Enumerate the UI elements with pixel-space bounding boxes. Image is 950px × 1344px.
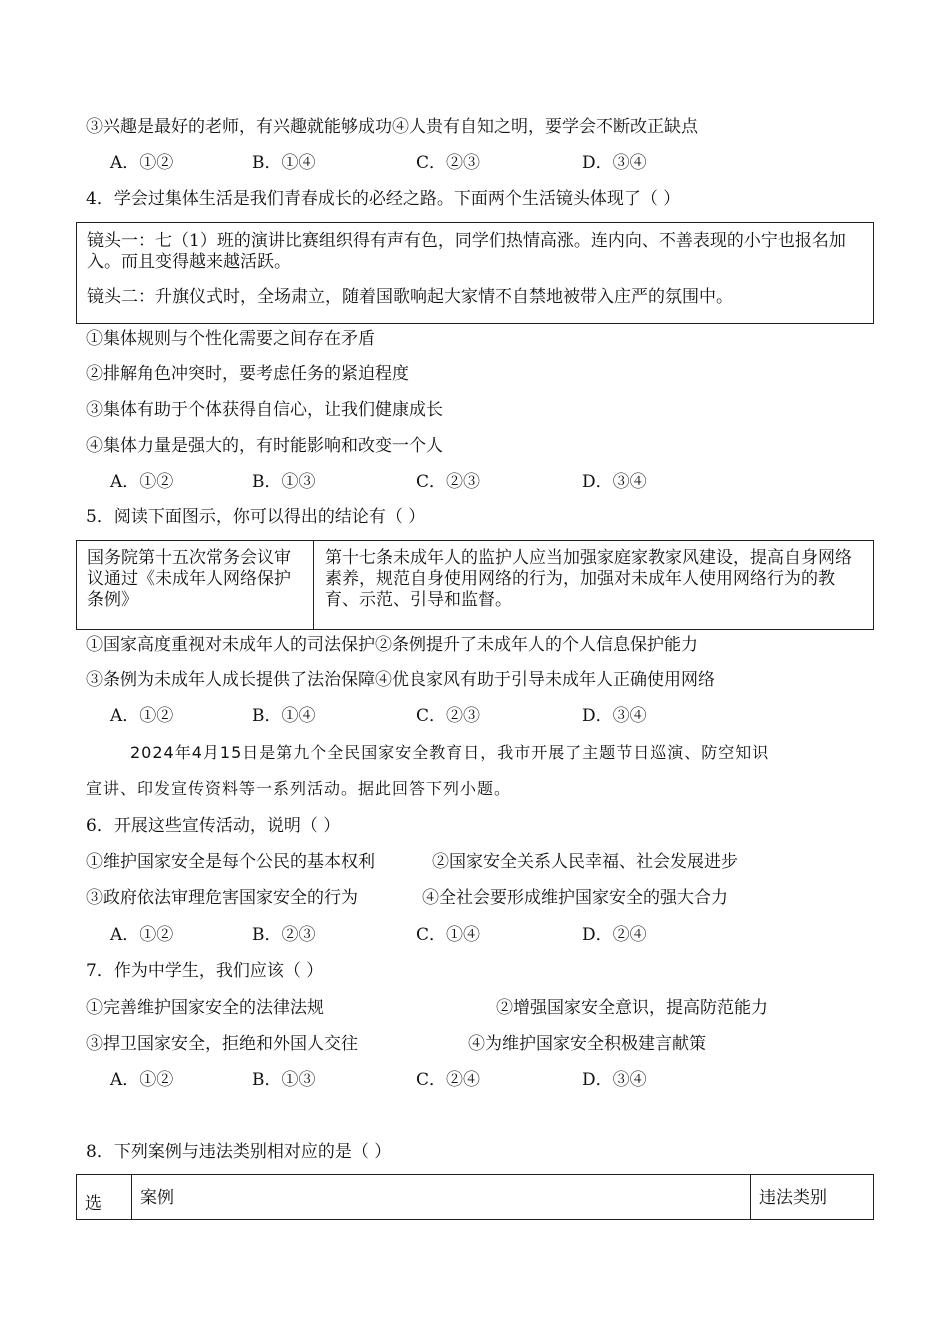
q4-scene-1: 镜头一：七（1）班的演讲比赛组织得有声有色，同学们热情高涨。连内向、不善表现的小宁也报名加入。而且变得越来越活跃。 bbox=[87, 231, 846, 272]
q8-table bbox=[76, 1174, 874, 1220]
table-header-row bbox=[77, 1175, 874, 1220]
option-c: C．②④ bbox=[416, 1070, 481, 1090]
material-line-2: 宣讲、印发宣传资料等一系列活动。据此回答下列小题。 bbox=[86, 779, 512, 798]
q7-statement-3: ③捍卫国家安全，拒绝和外国人交往 bbox=[86, 1034, 358, 1054]
material-line-1: 2024年4月15日是第九个全民国家安全教育日，我市开展了主题节日巡演、防空知识 bbox=[130, 743, 770, 762]
q5-stem: 5．阅读下面图示，你可以得出的结论有（ ） bbox=[86, 507, 426, 527]
option-a: A．①② bbox=[110, 472, 174, 492]
header-case: 案例 bbox=[132, 1175, 751, 1220]
option-d: D．②④ bbox=[582, 925, 647, 945]
q4-statement-4: ④集体力量是强大的，有时能影响和改变一个人 bbox=[86, 436, 443, 456]
q6-statement-4: ④全社会要形成维护国家安全的强大合力 bbox=[422, 888, 728, 908]
header-option: 选 bbox=[77, 1175, 132, 1220]
q4-scene-2: 镜头二：升旗仪式时，全场肃立，随着国歌响起大家情不自禁地被带入庄严的氛围中。 bbox=[87, 287, 733, 307]
option-b: B．①④ bbox=[252, 706, 316, 726]
option-a: A．①② bbox=[110, 153, 174, 173]
option-a: A．①② bbox=[110, 925, 174, 945]
option-d: D．③④ bbox=[582, 472, 647, 492]
option-c: C．②③ bbox=[416, 706, 481, 726]
q4-scene-box bbox=[76, 222, 874, 324]
q7-statement-2: ②增强国家安全意识，提高防范能力 bbox=[496, 998, 768, 1018]
option-c: C．①④ bbox=[416, 925, 481, 945]
q6-statement-1: ①维护国家安全是每个公民的基本权利 bbox=[86, 852, 375, 872]
option-b: B．①④ bbox=[252, 153, 316, 173]
q5-right-text: 第十七条未成年人的监护人应当加强家庭家教家风建设，提高自身网络素养，规范自身使用网络的行为，加强对未成年人使用网络行为的教育、示范、引导和监督。 bbox=[325, 548, 852, 610]
q5-statements-1-2: ①国家高度重视对未成年人的司法保护②条例提升了未成年人的个人信息保护能力 bbox=[86, 635, 698, 655]
q5-diagram-box bbox=[76, 540, 874, 630]
q5-divider bbox=[313, 541, 314, 629]
q5-statements-3-4: ③条例为未成年人成长提供了法治保障④优良家风有助于引导未成年人正确使用网络 bbox=[86, 670, 715, 690]
option-b: B．①③ bbox=[252, 1070, 316, 1090]
q6-statement-3: ③政府依法审理危害国家安全的行为 bbox=[86, 888, 358, 908]
q7-stem: 7．作为中学生，我们应该（ ） bbox=[86, 961, 324, 981]
q6-stem: 6．开展这些宣传活动，说明（ ） bbox=[86, 816, 341, 836]
q7-statement-4: ④为维护国家安全积极建言献策 bbox=[468, 1034, 706, 1054]
q5-left-text: 国务院第十五次常务会议审议通过《未成年人网络保护条例》 bbox=[87, 548, 291, 610]
option-b: B．②③ bbox=[252, 925, 316, 945]
q4-statement-2: ②排解角色冲突时，要考虑任务的紧迫程度 bbox=[86, 364, 409, 384]
q8-stem: 8．下列案例与违法类别相对应的是（ ） bbox=[86, 1142, 392, 1162]
q4-statement-3: ③集体有助于个体获得自信心，让我们健康成长 bbox=[86, 400, 443, 420]
option-a: A．①② bbox=[110, 706, 174, 726]
q4-statement-1: ①集体规则与个性化需要之间存在矛盾 bbox=[86, 329, 375, 349]
option-d: D．③④ bbox=[582, 153, 647, 173]
q3-statements-3-4: ③兴趣是最好的老师，有兴趣就能够成功④人贵有自知之明，要学会不断改正缺点 bbox=[86, 117, 698, 137]
q6-statement-2: ②国家安全关系人民幸福、社会发展进步 bbox=[432, 852, 738, 872]
option-a: A．①② bbox=[110, 1070, 174, 1090]
header-category: 违法类别 bbox=[751, 1175, 874, 1220]
option-c: C．②③ bbox=[416, 153, 481, 173]
option-d: D．③④ bbox=[582, 706, 647, 726]
option-b: B．①③ bbox=[252, 472, 316, 492]
option-c: C．②③ bbox=[416, 472, 481, 492]
q7-statement-1: ①完善维护国家安全的法律法规 bbox=[86, 998, 324, 1018]
option-d: D．③④ bbox=[582, 1070, 647, 1090]
q4-stem: 4．学会过集体生活是我们青春成长的必经之路。下面两个生活镜头体现了（ ） bbox=[86, 189, 681, 209]
